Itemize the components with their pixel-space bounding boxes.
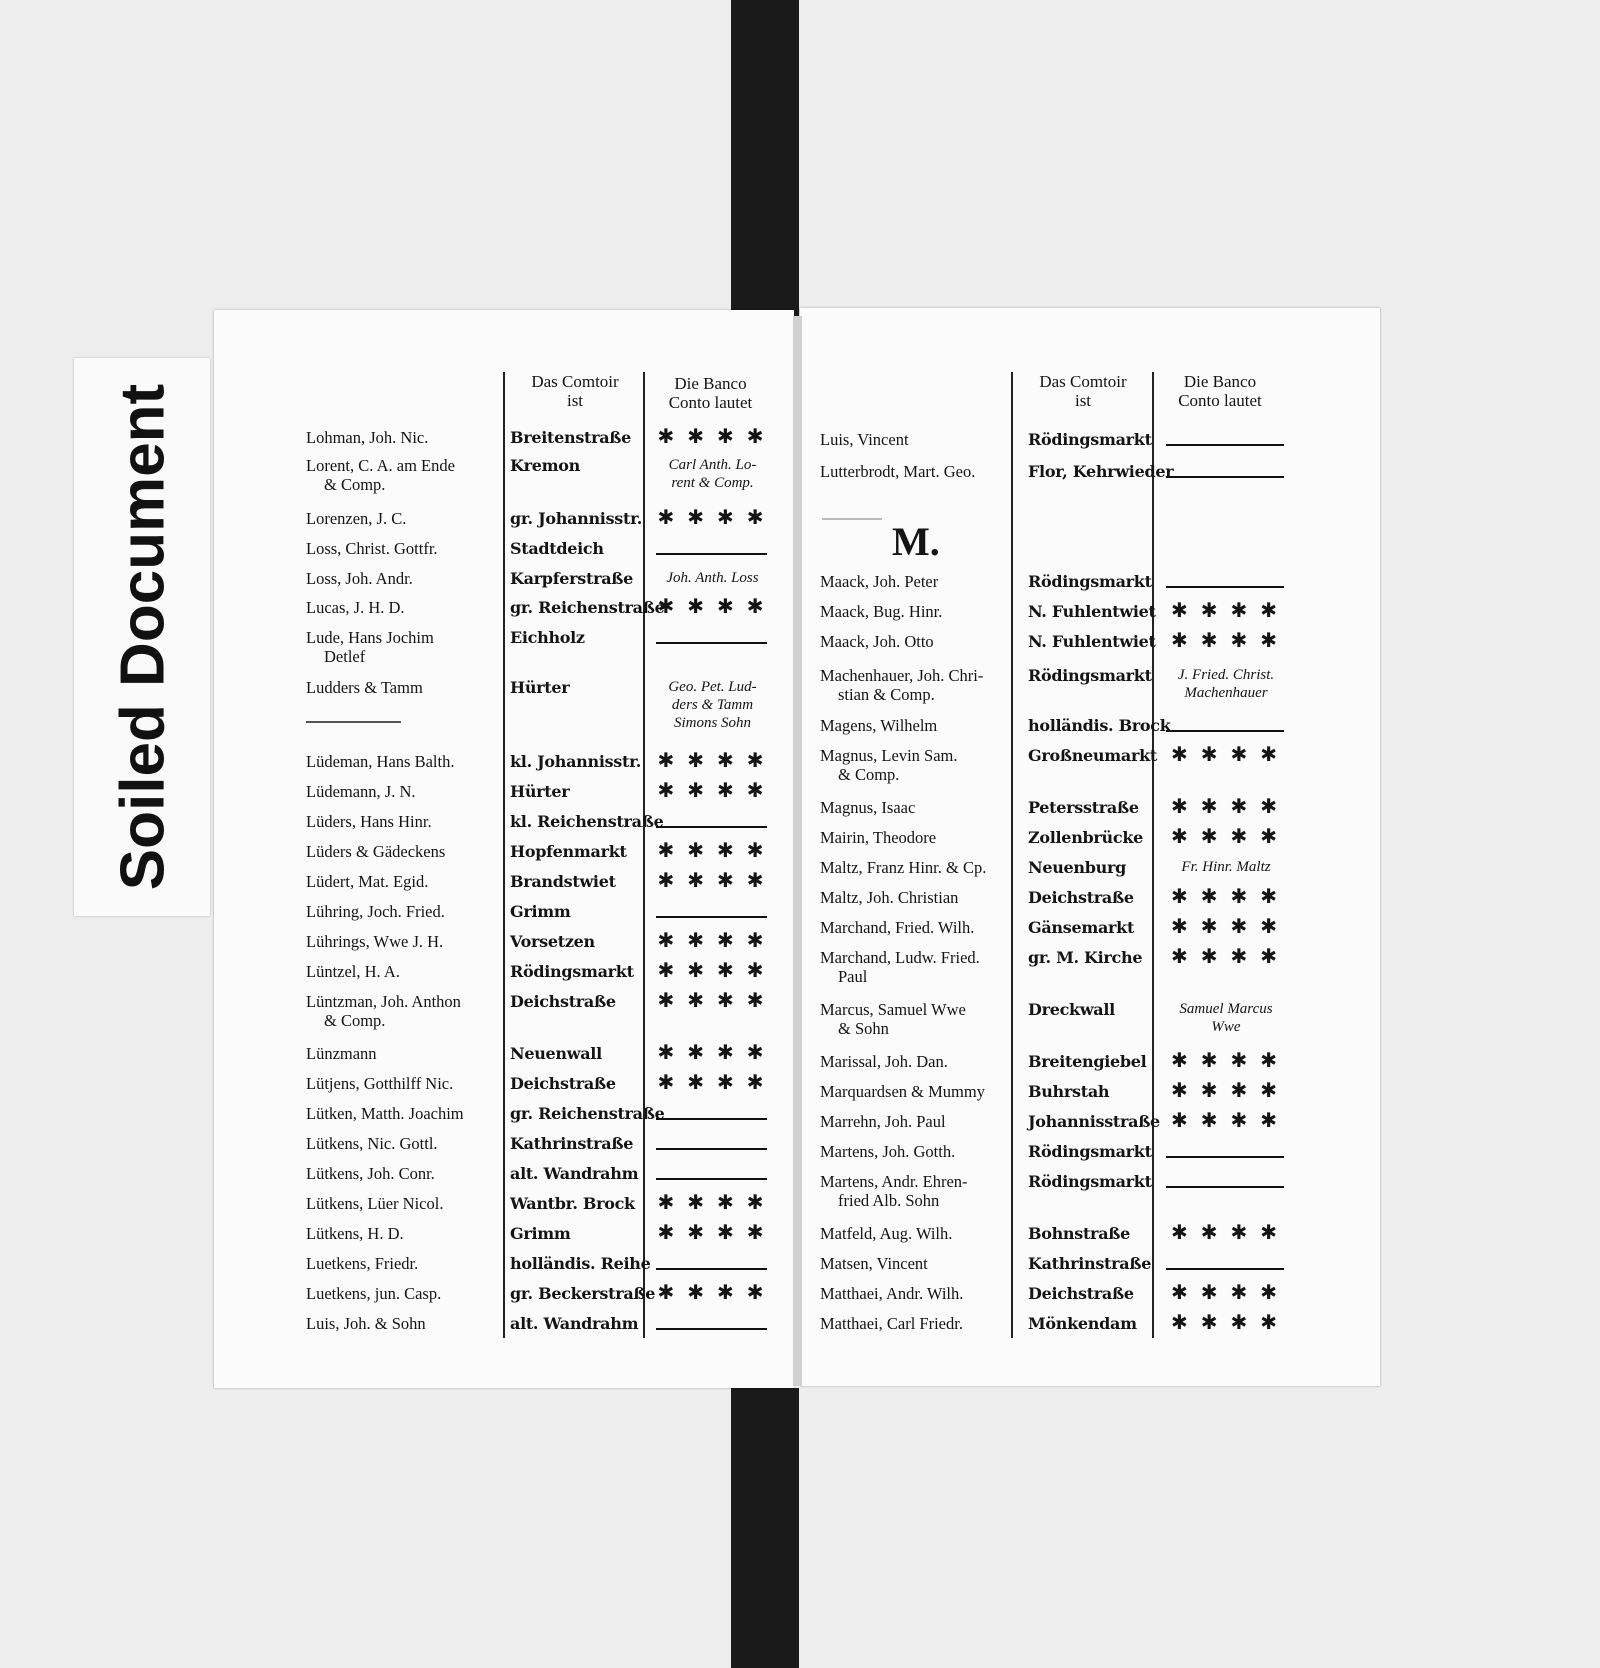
comtoir-street: Rödingsmarkt bbox=[1028, 572, 1152, 591]
merchant-name-line: Maltz, Joh. Christian bbox=[820, 888, 959, 907]
register-row bbox=[0, 798, 1600, 827]
banco-account bbox=[1160, 1112, 1292, 1131]
merchant-name bbox=[820, 858, 986, 877]
merchant-name-line: Lüdeman, Hans Balth. bbox=[306, 752, 455, 771]
merchant-name bbox=[820, 1112, 946, 1131]
banco-account bbox=[1160, 1000, 1292, 1036]
merchant-name-line: Loss, Joh. Andr. bbox=[306, 569, 413, 588]
comtoir-street: Karpferstraße bbox=[510, 569, 634, 588]
merchant-name-line: Martens, Andr. Ehren- bbox=[820, 1172, 968, 1191]
banco-account-line: ✱ ✱ ✱ ✱ bbox=[1170, 916, 1282, 938]
merchant-name bbox=[820, 1082, 985, 1101]
merchant-name-line: Machenhauer, Joh. Chri- bbox=[820, 666, 984, 685]
merchant-name-line: Matfeld, Aug. Wilh. bbox=[820, 1224, 953, 1243]
merchant-name bbox=[820, 918, 974, 937]
merchant-name-line: Marquardsen & Mummy bbox=[820, 1082, 985, 1101]
banco-account-line: ✱ ✱ ✱ ✱ bbox=[1170, 826, 1282, 848]
banco-account-line: ✱ ✱ ✱ ✱ bbox=[657, 596, 768, 618]
comtoir-street: Rödingsmarkt bbox=[1028, 430, 1152, 449]
banco-account bbox=[1160, 1314, 1292, 1333]
banco-account bbox=[1160, 888, 1292, 907]
comtoir-street: Neuenburg bbox=[1028, 858, 1126, 877]
register-row bbox=[0, 1052, 1600, 1081]
merchant-name-line: Marissal, Joh. Dan. bbox=[820, 1052, 948, 1071]
merchant-name-line: Lütkens, Lüer Nicol. bbox=[306, 1194, 444, 1213]
banco-account-line: ✱ ✱ ✱ ✱ bbox=[657, 840, 768, 862]
header-comtoir-line1: Das Comtoir bbox=[1039, 372, 1127, 391]
comtoir-street: Deichstraße bbox=[510, 992, 616, 1011]
soiled-document-label: Soiled Document bbox=[108, 383, 178, 891]
banco-account-line: rent & Comp. bbox=[671, 475, 754, 491]
comtoir-street: kl. Johannisstr. bbox=[510, 752, 642, 771]
banco-account bbox=[1160, 948, 1292, 967]
register-row bbox=[0, 858, 1600, 887]
comtoir-street: holländis. Reihe bbox=[510, 1254, 651, 1273]
merchant-name-line: Matthaei, Andr. Wilh. bbox=[820, 1284, 964, 1303]
register-row bbox=[0, 1224, 1600, 1253]
merchant-name bbox=[306, 539, 438, 558]
banco-account bbox=[1160, 632, 1292, 651]
merchant-name-line: Matsen, Vincent bbox=[820, 1254, 928, 1273]
comtoir-street: Rödingsmarkt bbox=[1028, 666, 1152, 685]
banco-account-line: ders & Tamm bbox=[671, 697, 754, 713]
banco-account-line: Fr. Hinr. Maltz bbox=[1181, 859, 1271, 875]
banco-account-line: ✱ ✱ ✱ ✱ bbox=[657, 990, 768, 1012]
comtoir-street: Deichstraße bbox=[1028, 1284, 1134, 1303]
merchant-name-line: Matthaei, Carl Friedr. bbox=[820, 1314, 963, 1333]
merchant-name bbox=[820, 1254, 928, 1273]
comtoir-street: gr. M. Kirche bbox=[1028, 948, 1143, 967]
banco-account bbox=[1160, 798, 1292, 817]
header-comtoir-line2: ist bbox=[1074, 391, 1092, 410]
banco-account-line: Simons Sohn bbox=[673, 715, 752, 731]
merchant-name bbox=[820, 888, 958, 907]
register-row bbox=[0, 1314, 1600, 1343]
banco-account bbox=[1160, 1224, 1292, 1243]
merchant-name-line: Marchand, Ludw. Fried. bbox=[820, 948, 980, 967]
comtoir-street: gr. Reichenstraße bbox=[510, 1104, 665, 1123]
banco-account bbox=[1160, 828, 1292, 847]
merchant-name bbox=[820, 746, 958, 784]
merchant-name-line: Magnus, Levin Sam. bbox=[820, 746, 958, 765]
binding-strap-bottom bbox=[731, 1388, 799, 1668]
merchant-name bbox=[820, 798, 915, 817]
banco-account-line: ✱ ✱ ✱ ✱ bbox=[1170, 630, 1282, 652]
comtoir-street: Deichstraße bbox=[510, 1074, 616, 1093]
merchant-name-line: Lucas, J. H. D. bbox=[306, 598, 405, 617]
banco-account-line: ✱ ✱ ✱ ✱ bbox=[657, 780, 768, 802]
comtoir-street: Rödingsmarkt bbox=[510, 962, 634, 981]
banco-account-line: ✱ ✱ ✱ ✱ bbox=[657, 1192, 768, 1214]
register-row bbox=[0, 1112, 1600, 1141]
merchant-name-line: Marcus, Samuel Wwe bbox=[820, 1000, 966, 1019]
comtoir-street: Neuenwall bbox=[510, 1044, 602, 1063]
merchant-name-line: Lutterbrodt, Mart. Geo. bbox=[820, 462, 976, 481]
comtoir-street: Zollenbrücke bbox=[1028, 828, 1143, 847]
comtoir-street: holländis. Brock bbox=[1028, 716, 1171, 735]
comtoir-street: Gänsemarkt bbox=[1028, 918, 1135, 937]
merchant-name-line: Lütkens, H. D. bbox=[306, 1224, 404, 1243]
merchant-name bbox=[820, 1052, 948, 1071]
merchant-name-line: Luetkens, jun. Casp. bbox=[306, 1284, 442, 1303]
merchant-name bbox=[820, 462, 975, 481]
merchant-name-line: Paul bbox=[838, 967, 868, 986]
banco-account bbox=[650, 509, 775, 528]
merchant-name bbox=[820, 1000, 966, 1038]
banco-account-line: ✱ ✱ ✱ ✱ bbox=[1170, 1282, 1282, 1304]
merchant-name-line: Lüders, Hans Hinr. bbox=[306, 812, 432, 831]
comtoir-street: Großneumarkt bbox=[1028, 746, 1157, 765]
merchant-name-line: Maltz, Franz Hinr. & Cp. bbox=[820, 858, 987, 877]
register-row bbox=[0, 509, 1600, 538]
register-row bbox=[0, 888, 1600, 917]
banco-account-line: Wwe bbox=[1211, 1019, 1241, 1035]
header-banco-line2: Conto lautet bbox=[668, 393, 753, 412]
register-row bbox=[0, 426, 1600, 459]
merchant-name-line: Lüders & Gädeckens bbox=[306, 842, 446, 861]
register-row bbox=[0, 1082, 1600, 1111]
header-banco-line2: Conto lautet bbox=[1178, 391, 1262, 410]
banco-account-line: ✱ ✱ ✱ ✱ bbox=[1170, 744, 1282, 766]
register-row bbox=[0, 539, 1600, 568]
merchant-name-line: & Comp. bbox=[324, 475, 386, 494]
comtoir-street: Vorsetzen bbox=[510, 932, 595, 951]
merchant-name-line: Lütkens, Nic. Gottl. bbox=[306, 1134, 438, 1153]
merchant-name bbox=[820, 828, 936, 847]
merchant-name-line: & Comp. bbox=[324, 1011, 386, 1030]
merchant-name-line: Lühring, Joch. Fried. bbox=[306, 902, 445, 921]
merchant-name bbox=[820, 1142, 955, 1161]
comtoir-street: Dreckwall bbox=[1028, 1000, 1115, 1019]
comtoir-street: Hürter bbox=[510, 782, 570, 801]
comtoir-street: Stadtdeich bbox=[510, 539, 604, 558]
register-row bbox=[0, 666, 1600, 704]
comtoir-street: Breitenstraße bbox=[510, 428, 632, 447]
banco-account-line: ✱ ✱ ✱ ✱ bbox=[657, 1282, 768, 1304]
comtoir-street: Rödingsmarkt bbox=[1028, 1172, 1152, 1191]
comtoir-street: Hürter bbox=[510, 678, 570, 697]
register-row bbox=[0, 572, 1600, 601]
comtoir-street: gr. Johannisstr. bbox=[510, 509, 643, 528]
comtoir-street: Rödingsmarkt bbox=[1028, 1142, 1152, 1161]
banco-account bbox=[1160, 918, 1292, 937]
register-row bbox=[0, 828, 1600, 857]
banco-account bbox=[1160, 858, 1292, 876]
comtoir-street: gr. Beckerstraße bbox=[510, 1284, 656, 1303]
comtoir-street: Hopfenmarkt bbox=[510, 842, 627, 861]
banco-account-line: Carl Anth. Lo- bbox=[668, 457, 757, 473]
header-banco-line1: Die Banco bbox=[674, 374, 747, 393]
left-header-banco bbox=[648, 374, 773, 412]
merchant-name-line: Luis, Vincent bbox=[820, 430, 909, 449]
header-banco-line1: Die Banco bbox=[1183, 372, 1257, 391]
merchant-name bbox=[820, 602, 942, 621]
comtoir-street: Grimm bbox=[510, 902, 571, 921]
register-row bbox=[0, 1142, 1600, 1171]
merchant-name-line: Lüdert, Mat. Egid. bbox=[306, 872, 429, 891]
merchant-name-line: Lüdemann, J. N. bbox=[306, 782, 416, 801]
register-row bbox=[0, 1000, 1600, 1038]
left-header-comtoir bbox=[510, 372, 640, 410]
banco-account bbox=[1160, 746, 1292, 765]
banco-account-line: ✱ ✱ ✱ ✱ bbox=[1170, 1312, 1282, 1334]
comtoir-street: Buhrstah bbox=[1028, 1082, 1110, 1101]
header-comtoir-line1: Das Comtoir bbox=[531, 372, 619, 391]
merchant-name bbox=[820, 1224, 952, 1243]
register-row bbox=[0, 918, 1600, 947]
comtoir-street: Wantbr. Brock bbox=[510, 1194, 635, 1213]
banco-account-line: ✱ ✱ ✱ ✱ bbox=[657, 1072, 768, 1094]
comtoir-street: N. Fuhlentwiet bbox=[1028, 602, 1156, 621]
merchant-name-line: Lütkens, Joh. Conr. bbox=[306, 1164, 435, 1183]
comtoir-street: Brandstwiet bbox=[510, 872, 616, 891]
merchant-name bbox=[820, 716, 937, 735]
comtoir-street: Eichholz bbox=[510, 628, 585, 647]
banco-account-line: ✱ ✱ ✱ ✱ bbox=[657, 960, 768, 982]
merchant-name-line: Lührings, Wwe J. H. bbox=[306, 932, 444, 951]
register-row bbox=[0, 462, 1600, 491]
comtoir-street: alt. Wandrahm bbox=[510, 1164, 639, 1183]
merchant-name-line: Maack, Joh. Peter bbox=[820, 572, 939, 591]
comtoir-street: kl. Reichenstraße bbox=[510, 812, 664, 831]
merchant-name-line: Luetkens, Friedr. bbox=[306, 1254, 419, 1273]
comtoir-street: Mönkendam bbox=[1028, 1314, 1137, 1333]
comtoir-street: Kremon bbox=[510, 456, 580, 475]
comtoir-street: Kathrinstraße bbox=[1028, 1254, 1152, 1273]
register-row bbox=[0, 744, 1600, 784]
merchant-name-line: & Sohn bbox=[838, 1019, 889, 1038]
banco-account bbox=[1160, 1284, 1292, 1303]
merchant-name-line: & Comp. bbox=[838, 765, 900, 784]
banco-account-line: ✱ ✱ ✱ ✱ bbox=[657, 426, 768, 448]
banco-account bbox=[1160, 1052, 1292, 1071]
comtoir-street: Johannisstraße bbox=[1028, 1112, 1160, 1131]
merchant-name-line: Lütken, Matth. Joachim bbox=[306, 1104, 464, 1123]
banco-account-line: Machenhauer bbox=[1184, 685, 1268, 701]
merchant-name bbox=[820, 948, 980, 986]
banco-account-line: ✱ ✱ ✱ ✱ bbox=[1170, 796, 1282, 818]
register-row bbox=[0, 946, 1600, 986]
banco-account-line: ✱ ✱ ✱ ✱ bbox=[1170, 1080, 1282, 1102]
merchant-name bbox=[306, 509, 406, 528]
right-header-comtoir bbox=[1018, 372, 1148, 410]
merchant-name-line: Marrehn, Joh. Paul bbox=[820, 1112, 946, 1131]
merchant-name bbox=[820, 632, 934, 651]
section-letter-m: M. bbox=[892, 519, 940, 564]
comtoir-street: Petersstraße bbox=[1028, 798, 1139, 817]
merchant-name-line: Mairin, Theodore bbox=[820, 828, 937, 847]
banco-account-line: ✱ ✱ ✱ ✱ bbox=[1170, 1050, 1282, 1072]
merchant-name-line: Magnus, Isaac bbox=[820, 798, 916, 817]
banco-account-line: ✱ ✱ ✱ ✱ bbox=[1170, 886, 1282, 908]
banco-account-line: ✱ ✱ ✱ ✱ bbox=[657, 930, 768, 952]
merchant-name-line: Lorenzen, J. C. bbox=[306, 509, 407, 528]
comtoir-street: Deichstraße bbox=[1028, 888, 1134, 907]
merchant-name-line: Luis, Joh. & Sohn bbox=[306, 1314, 426, 1333]
banco-account-line: ✱ ✱ ✱ ✱ bbox=[657, 1222, 768, 1244]
banco-account-line: ✱ ✱ ✱ ✱ bbox=[1170, 1110, 1282, 1132]
banco-account-line: ✱ ✱ ✱ ✱ bbox=[657, 507, 768, 529]
merchant-name-line: Lorent, C. A. am Ende bbox=[306, 456, 455, 475]
merchant-name-line: Ludders & Tamm bbox=[306, 678, 423, 697]
merchant-name bbox=[820, 1284, 963, 1303]
register-row bbox=[0, 632, 1600, 661]
banco-account-line: ✱ ✱ ✱ ✱ bbox=[657, 750, 768, 772]
merchant-name-line: Lütjens, Gotthilff Nic. bbox=[306, 1074, 454, 1093]
merchant-name-line: Lohman, Joh. Nic. bbox=[306, 428, 429, 447]
comtoir-street: gr. Reichenstraße bbox=[510, 598, 665, 617]
banco-account bbox=[1160, 602, 1292, 621]
comtoir-street: Grimm bbox=[510, 1224, 571, 1243]
register-row bbox=[0, 1254, 1600, 1283]
merchant-name-line: Lude, Hans Jochim bbox=[306, 628, 434, 647]
banco-account-line: Samuel Marcus bbox=[1179, 1001, 1273, 1017]
merchant-name bbox=[820, 666, 983, 704]
banco-account-line: Joh. Anth. Loss bbox=[666, 570, 759, 586]
merchant-name-line: Marchand, Fried. Wilh. bbox=[820, 918, 975, 937]
banco-account-line: ✱ ✱ ✱ ✱ bbox=[657, 1042, 768, 1064]
banco-account-line: ✱ ✱ ✱ ✱ bbox=[1170, 600, 1282, 622]
merchant-name bbox=[820, 572, 938, 591]
merchant-name-line: Maack, Bug. Hinr. bbox=[820, 602, 943, 621]
merchant-name-line: Magens, Wilhelm bbox=[820, 716, 938, 735]
comtoir-street: Kathrinstraße bbox=[510, 1134, 634, 1153]
merchant-name-line: fried Alb. Sohn bbox=[838, 1191, 940, 1210]
register-row bbox=[0, 716, 1600, 745]
merchant-name-line: Lüntzman, Joh. Anthon bbox=[306, 992, 461, 1011]
comtoir-street: Flor, Kehrwieder bbox=[1028, 462, 1174, 481]
banco-account-line: ✱ ✱ ✱ ✱ bbox=[657, 870, 768, 892]
merchant-name bbox=[820, 430, 909, 449]
register-row bbox=[0, 602, 1600, 631]
merchant-name-line: Detlef bbox=[324, 647, 366, 666]
merchant-name-line: stian & Comp. bbox=[838, 685, 935, 704]
right-header-banco bbox=[1155, 372, 1285, 410]
comtoir-street: Breitengiebel bbox=[1028, 1052, 1147, 1071]
comtoir-street: alt. Wandrahm bbox=[510, 1314, 639, 1333]
banco-account-line: Geo. Pet. Lud- bbox=[668, 679, 757, 695]
merchant-name-line: Martens, Joh. Gotth. bbox=[820, 1142, 956, 1161]
banco-account-line: ✱ ✱ ✱ ✱ bbox=[1170, 946, 1282, 968]
banco-account bbox=[1160, 1082, 1292, 1101]
merchant-name-line: Lüntzel, H. A. bbox=[306, 962, 400, 981]
merchant-name bbox=[820, 1172, 968, 1210]
binding-strap-top bbox=[731, 0, 799, 320]
banco-account-line: ✱ ✱ ✱ ✱ bbox=[1170, 1222, 1282, 1244]
merchant-name-line: Loss, Christ. Gottfr. bbox=[306, 539, 438, 558]
register-row bbox=[0, 1284, 1600, 1313]
merchant-name-line: Lünzmann bbox=[306, 1044, 377, 1063]
comtoir-street: N. Fuhlentwiet bbox=[1028, 632, 1156, 651]
merchant-name bbox=[820, 1314, 963, 1333]
comtoir-street: Bohnstraße bbox=[1028, 1224, 1130, 1243]
banco-account bbox=[1160, 666, 1292, 702]
merchant-name-line: Maack, Joh. Otto bbox=[820, 632, 934, 651]
header-comtoir-line2: ist bbox=[566, 391, 584, 410]
banco-account-line: J. Fried. Christ. bbox=[1177, 667, 1275, 683]
